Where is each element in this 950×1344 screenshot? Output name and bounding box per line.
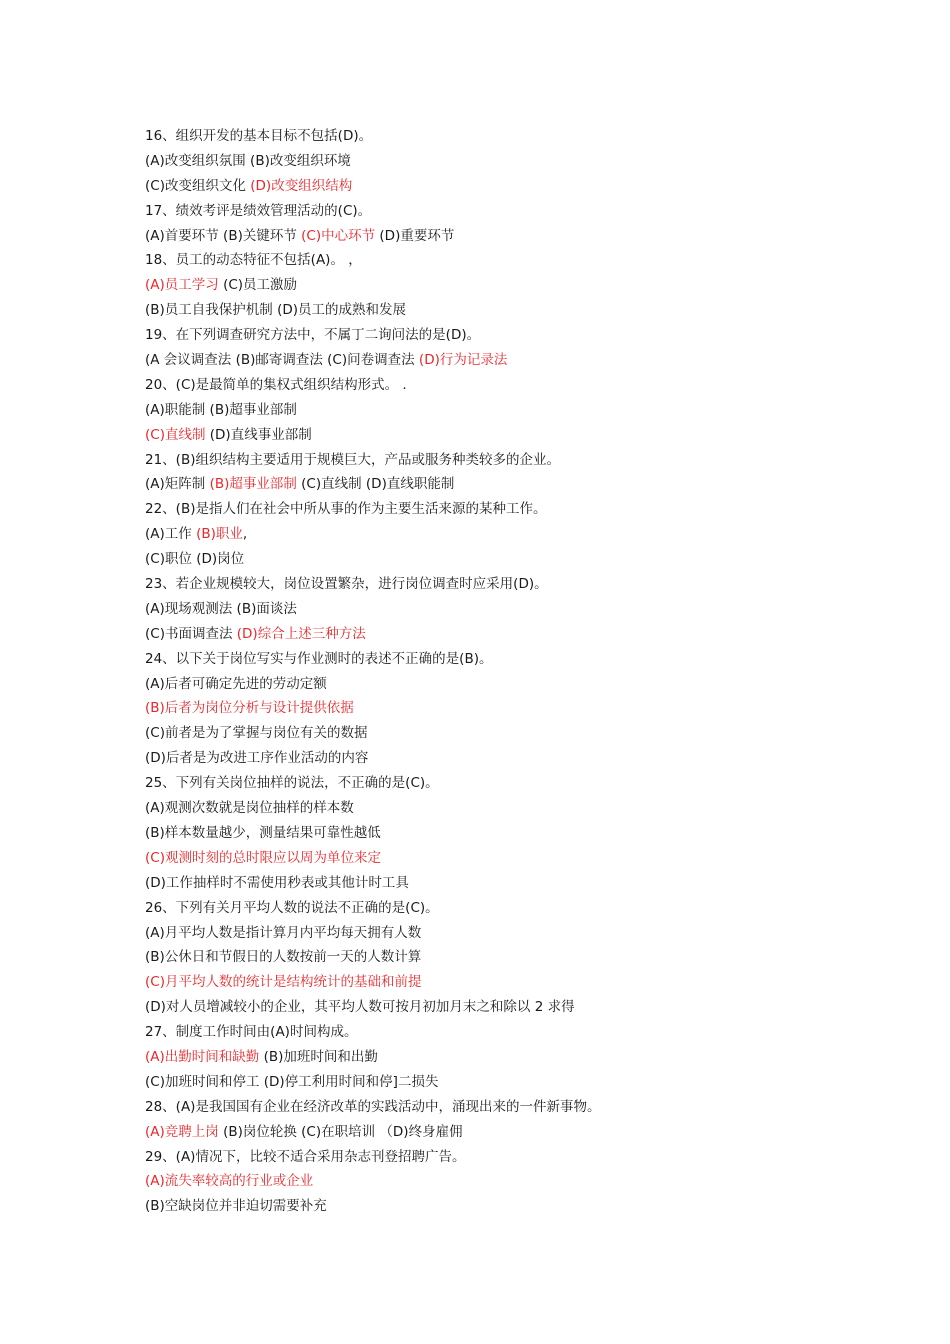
text-line	[145, 174, 845, 199]
text-segment: (C)改变组织文化	[145, 177, 251, 194]
text-line	[145, 1120, 845, 1145]
text-segment: (A)工作	[145, 526, 197, 543]
text-line	[145, 448, 845, 473]
answer-highlight: (C)直线制	[145, 426, 206, 443]
text-segment: (A)观测次数就是岗位抽样的样本数	[145, 800, 354, 817]
text-segment: 18、员工的动态特征不包括(A)。 ，	[145, 252, 362, 269]
text-segment: (A)现场观测法 (B)面谈法	[145, 600, 297, 617]
answer-highlight: (A)竞聘上岗	[145, 1123, 219, 1140]
text-line	[145, 298, 845, 323]
text-segment: 16、组织开发的基本目标不包括(D)。	[145, 128, 373, 144]
answer-highlight: (D)行为记录法	[418, 352, 508, 369]
text-line	[145, 672, 845, 697]
text-line	[145, 423, 845, 448]
text-line	[145, 273, 845, 298]
text-segment: (B)员工自我保护机制 (D)员工的成熟和发展	[145, 302, 407, 319]
text-segment: (B)加班时间和出勤	[259, 1048, 378, 1065]
text-line	[145, 199, 845, 224]
text-line	[145, 547, 845, 572]
text-line	[145, 1020, 845, 1045]
text-segment: (D)直线事业部制	[205, 426, 312, 443]
text-line	[145, 1070, 845, 1095]
text-line	[145, 124, 845, 149]
text-segment: (A)矩阵制	[145, 476, 210, 493]
text-segment: 24、以下关于岗位写实与作业测时的表述不正确的是(B)。	[145, 650, 493, 667]
text-segment: (A)改变组织氛围 (B)改变组织环境	[145, 152, 351, 169]
text-line	[145, 921, 845, 946]
answer-highlight: (D)综合上述三种方法	[236, 625, 366, 642]
text-line	[145, 746, 845, 771]
text-line	[145, 572, 845, 597]
text-segment: (B)公休日和节假日的人数按前一天的人数计算	[145, 949, 422, 966]
text-segment: (D)重要环节	[375, 227, 455, 244]
text-segment: 23、若企业规模较大，岗位设置繁杂，进行岗位调查时应采用(D)。	[145, 576, 548, 593]
text-segment: (B)空缺岗位并非迫切需要补充	[145, 1198, 327, 1215]
text-line	[145, 472, 845, 497]
text-line	[145, 970, 845, 995]
text-line	[145, 871, 845, 896]
text-line	[145, 1194, 845, 1219]
text-segment: (C)职位 (D)岗位	[145, 551, 245, 568]
text-line	[145, 597, 845, 622]
answer-highlight: (A)员工学习	[145, 277, 219, 294]
question-list	[145, 124, 845, 1219]
text-line	[145, 1145, 845, 1170]
text-line	[145, 821, 845, 846]
text-segment: (A)首要环节 (B)关键环节	[145, 227, 302, 244]
text-segment: 26、下列有关月平均人数的说法不正确的是(C)。	[145, 899, 439, 916]
text-line	[145, 622, 845, 647]
text-segment: 28、(A)是我国国有企业在经济改革的实践活动中，涌现出来的一件新事物。	[145, 1098, 601, 1115]
text-segment: 29、(A)情况下，比较不适合采用杂志刊登招聘广告。	[145, 1148, 466, 1165]
text-segment: (C)直线制 (D)直线职能制	[296, 476, 455, 493]
text-segment: (D)后者是为改进工序作业活动的内容	[145, 750, 369, 767]
text-line	[145, 1045, 845, 1070]
text-line	[145, 696, 845, 721]
text-segment: 17、绩效考评是绩效管理活动的(C)。	[145, 202, 372, 219]
text-line	[145, 149, 845, 174]
text-line	[145, 846, 845, 871]
text-segment: 21、(B)组织结构主要适用于规模巨大，产品或服务种类较多的企业。	[145, 451, 560, 468]
text-segment: (A)月平均人数是指计算月内平均每天拥有人数	[145, 924, 422, 941]
text-line	[145, 796, 845, 821]
answer-highlight: (A)流失率较高的行业或企业	[145, 1173, 314, 1190]
text-line	[145, 398, 845, 423]
text-segment: ,	[242, 526, 248, 543]
text-segment: 27、制度工作时间由(A)时间构成。	[145, 1024, 358, 1041]
answer-highlight: (D)改变组织结构	[250, 177, 353, 194]
answer-highlight: (C)中心环节	[301, 227, 376, 244]
text-segment: (C)员工激励	[218, 277, 298, 294]
text-line	[145, 248, 845, 273]
text-segment: (A)职能制 (B)超事业部制	[145, 401, 297, 418]
answer-highlight: (C)观测时刻的总时限应以周为单位来定	[145, 849, 381, 866]
text-segment: (B)样本数量越少，测量结果可靠性越低	[145, 824, 381, 841]
text-line	[145, 373, 845, 398]
text-segment: (A)后者可确定先进的劳动定额	[145, 675, 327, 692]
answer-highlight: (C)月平均人数的统计是结构统计的基础和前提	[145, 974, 422, 991]
text-line	[145, 896, 845, 921]
answer-highlight: (B)后者为岗位分析与设计提供依据	[145, 700, 354, 717]
text-line	[145, 945, 845, 970]
text-segment: 19、在下列调查研究方法中，不属丁二询问法的是(D)。	[145, 327, 481, 344]
text-line	[145, 995, 845, 1020]
answer-highlight: (B)职业	[196, 526, 243, 543]
text-line	[145, 224, 845, 249]
text-segment: (C)书面调查法	[145, 625, 237, 642]
text-segment: (B)岗位轮换 (C)在职培训 （D)终身雇佣	[218, 1123, 463, 1140]
text-line	[145, 647, 845, 672]
text-line	[145, 522, 845, 547]
text-segment: 20、(C)是最简单的集权式组织结构形式。 .	[145, 376, 407, 393]
text-segment: (D)对人员增减较小的企业，其平均人数可按月初加月末之和除以 2 求得	[145, 999, 575, 1016]
text-line	[145, 721, 845, 746]
text-segment: (C)前者是为了掌握与岗位有关的数据	[145, 725, 368, 742]
answer-highlight: (A)出勤时间和缺勤	[145, 1048, 260, 1065]
text-line	[145, 1095, 845, 1120]
text-segment: 25、下列有关岗位抽样的说法，不正确的是(C)。	[145, 775, 439, 792]
text-segment: (C)加班时间和停工 (D)停工利用时间和停]二损失	[145, 1073, 439, 1090]
text-line	[145, 1169, 845, 1194]
text-line	[145, 348, 845, 373]
text-segment: (D)工作抽样时不需使用秒表或其他计时工具	[145, 874, 409, 891]
answer-highlight: (B)超事业部制	[209, 476, 297, 493]
text-segment: (A 会议调查法 (B)邮寄调查法 (C)问卷调查法	[145, 352, 419, 369]
text-line	[145, 497, 845, 522]
text-line	[145, 323, 845, 348]
text-segment: 22、(B)是指人们在社会中所从事的作为主要生活来源的某种工作。	[145, 501, 547, 518]
text-line	[145, 771, 845, 796]
